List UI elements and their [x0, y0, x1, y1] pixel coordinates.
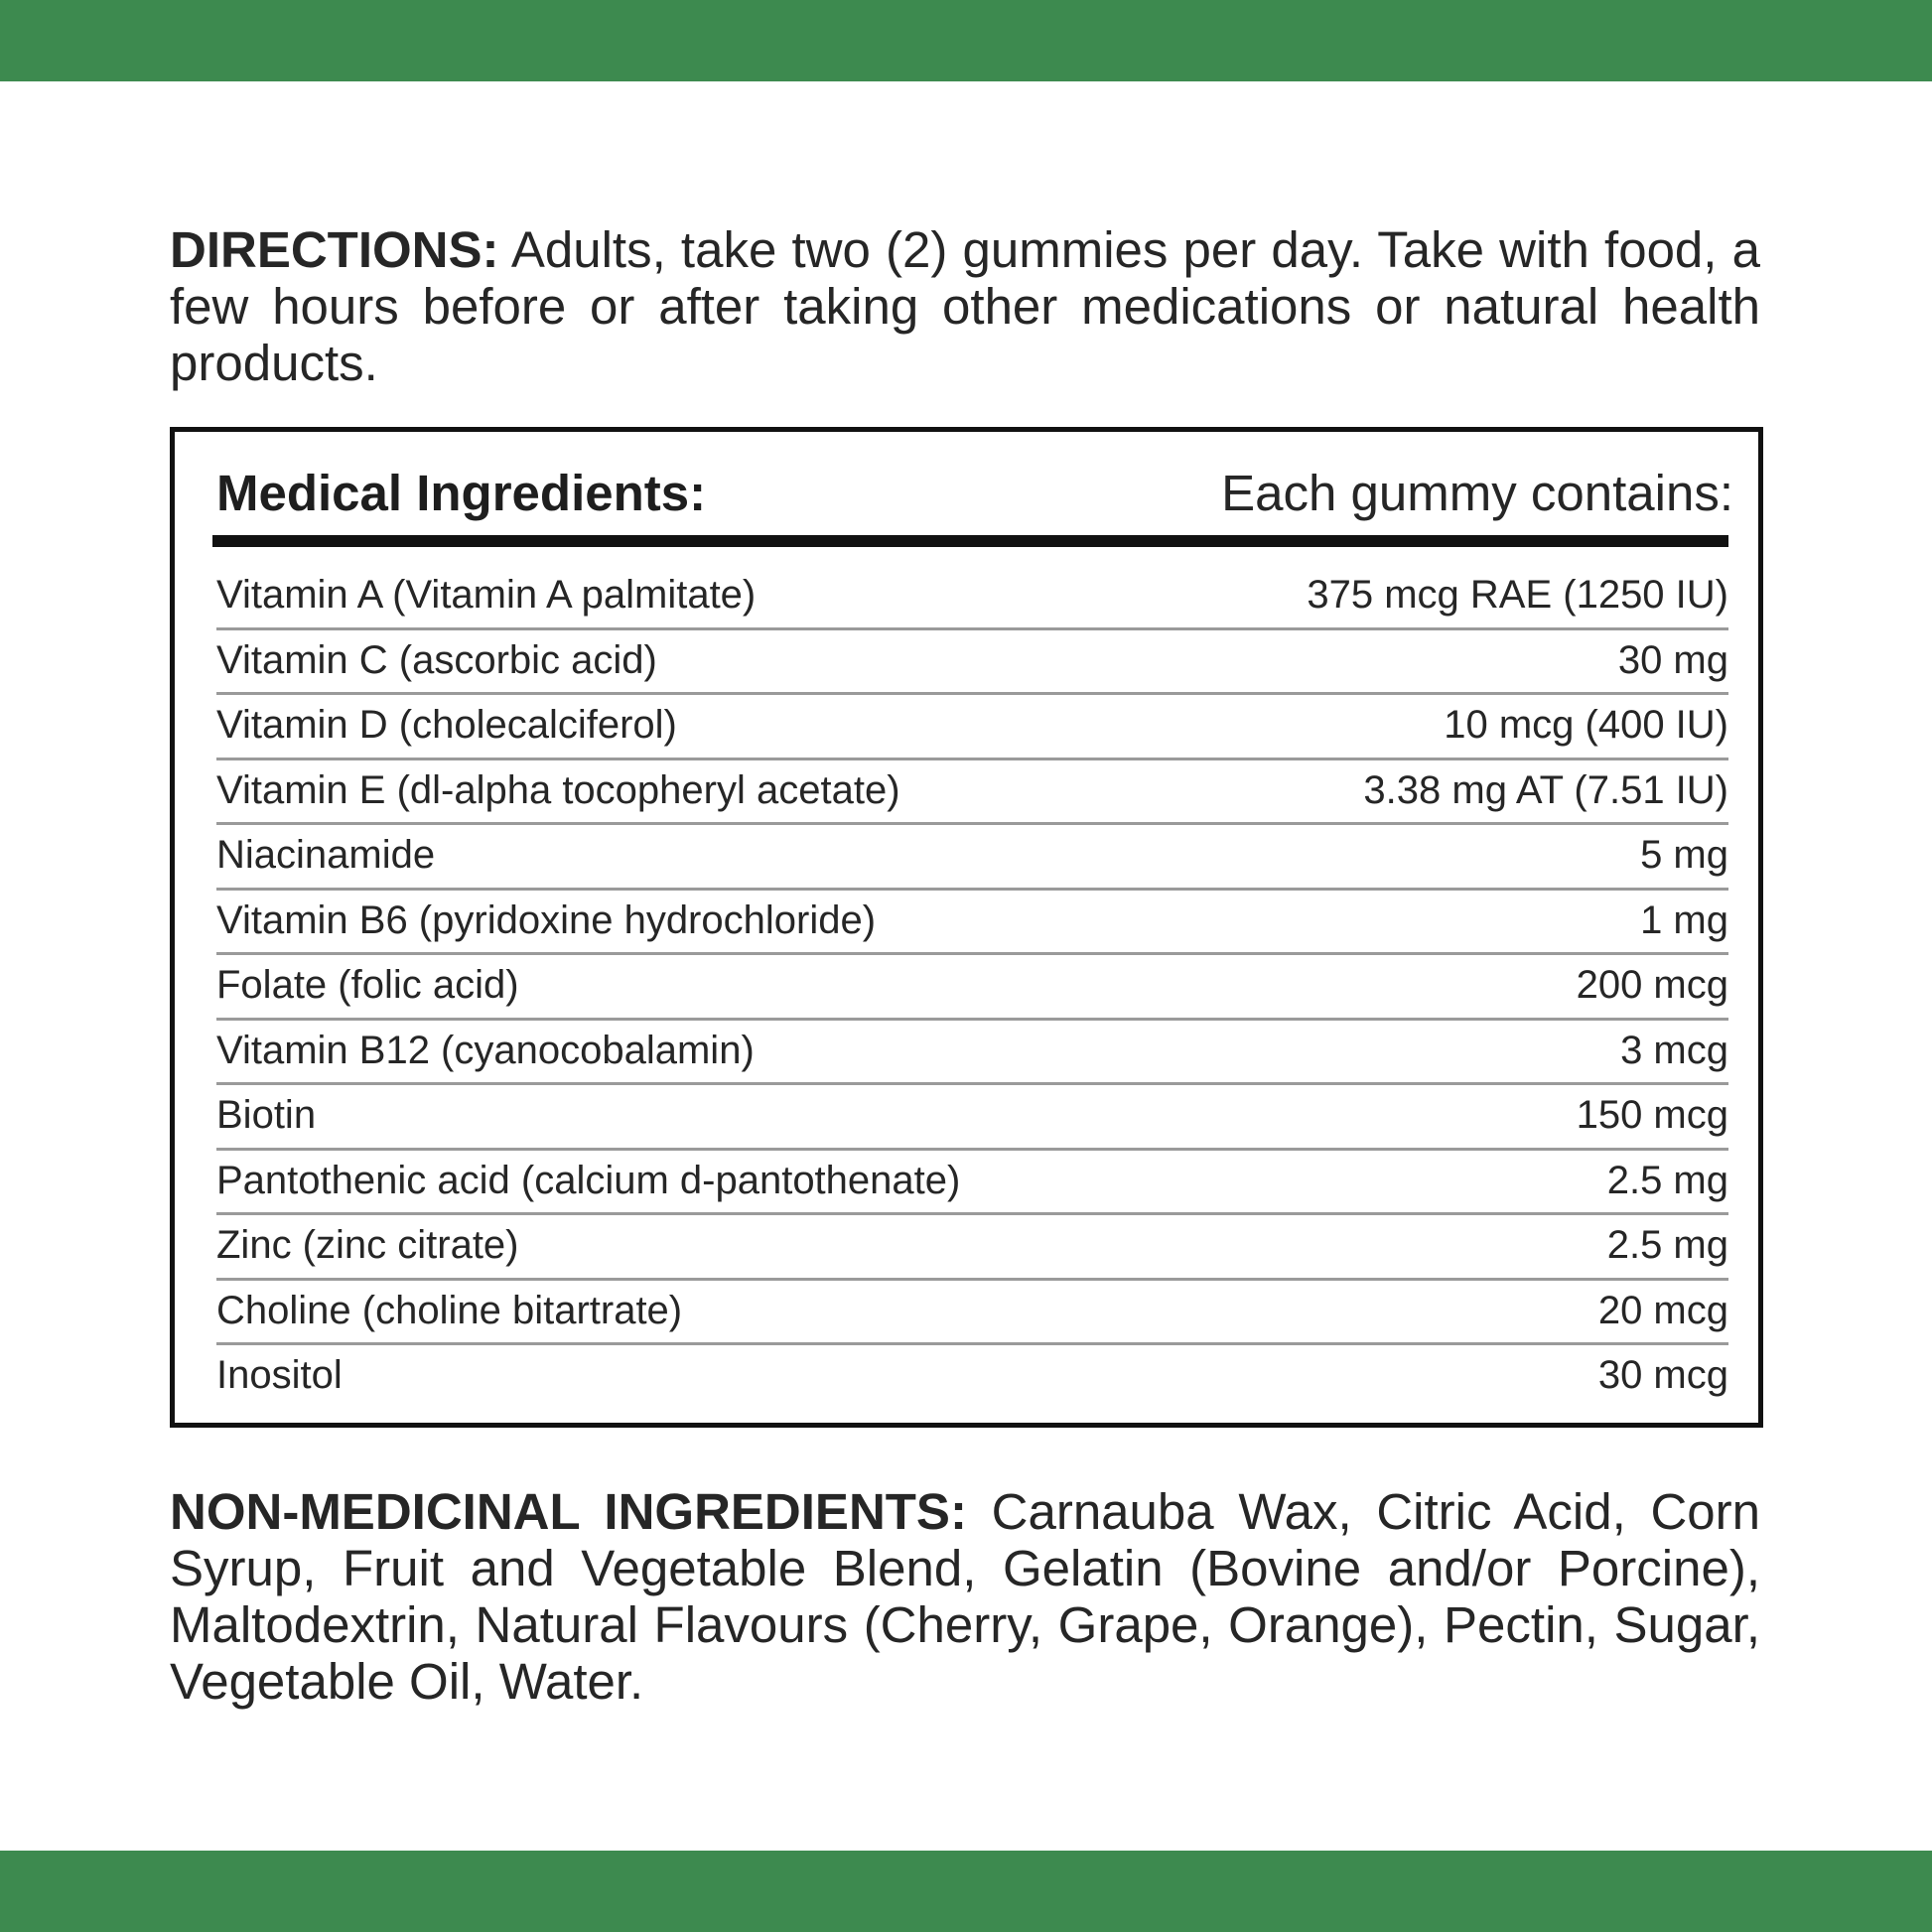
ingredient-row [216, 565, 1728, 630]
non-medicinal-paragraph [170, 1483, 1760, 1710]
ingredient-amount: 30 mg [1617, 637, 1728, 682]
ingredient-name: Folate (folic acid) [216, 963, 519, 1007]
ingredient-name: Vitamin C (ascorbic acid) [216, 637, 657, 682]
ingredient-row [216, 1215, 1728, 1281]
non-medicinal-label: NON-MEDICINAL INGREDIENTS: [170, 1483, 967, 1540]
ingredient-row [216, 760, 1728, 826]
ingredient-amount: 5 mg [1640, 833, 1728, 877]
directions-paragraph [170, 221, 1760, 391]
ingredient-amount: 30 mcg [1597, 1353, 1728, 1397]
ingredient-row [216, 1151, 1728, 1216]
panel-header [216, 459, 1733, 528]
ingredient-amount: 10 mcg (400 IU) [1444, 703, 1728, 747]
ingredient-name: Pantothenic acid (calcium d-pantothenate) [216, 1158, 961, 1202]
ingredient-row [216, 1281, 1728, 1346]
ingredient-rows [216, 565, 1728, 1411]
ingredient-name: Zinc (zinc citrate) [216, 1223, 519, 1267]
ingredient-row [216, 1085, 1728, 1151]
ingredient-name: Vitamin E (dl-alpha tocopheryl acetate) [216, 767, 900, 812]
ingredient-row [216, 630, 1728, 696]
ingredient-name: Niacinamide [216, 833, 436, 877]
ingredient-row [216, 1345, 1728, 1411]
ingredient-row [216, 825, 1728, 891]
ingredient-amount: 3 mcg [1620, 1028, 1728, 1072]
ingredient-amount: 3.38 mg AT (7.51 IU) [1363, 767, 1728, 812]
ingredient-row [216, 1021, 1728, 1086]
ingredient-name: Vitamin D (cholecalciferol) [216, 703, 677, 747]
ingredient-amount: 20 mcg [1597, 1288, 1728, 1332]
ingredient-name: Vitamin B12 (cyanocobalamin) [216, 1028, 755, 1072]
bottom-green-band [0, 1851, 1932, 1932]
ingredient-amount: 2.5 mg [1606, 1158, 1728, 1202]
ingredient-amount: 375 mcg RAE (1250 IU) [1307, 573, 1728, 617]
medical-ingredients-panel [170, 427, 1763, 1428]
ingredient-name: Biotin [216, 1093, 317, 1137]
ingredient-row [216, 955, 1728, 1021]
directions-label: DIRECTIONS: [170, 221, 499, 278]
ingredient-amount: 150 mcg [1576, 1093, 1728, 1137]
medical-ingredients-title: Medical Ingredients: [216, 465, 707, 521]
ingredient-row [216, 695, 1728, 760]
ingredient-amount: 1 mg [1640, 897, 1728, 942]
ingredient-name: Vitamin A (Vitamin A palmitate) [216, 573, 757, 617]
ingredient-name: Inositol [216, 1353, 343, 1397]
ingredient-name: Vitamin B6 (pyridoxine hydrochloride) [216, 897, 877, 942]
ingredient-row [216, 891, 1728, 956]
ingredient-name: Choline (choline bitartrate) [216, 1288, 683, 1332]
non-medicinal-text: Carnauba Wax, Citric Acid, Corn Syrup, Fruit and Vegetable Blend, Gelatin (Bovine and/or Porcine), Maltodextrin, Natural Flavours (Cherry, Grape, Orange), Pectin, Sugar, Vegetable Oil, Water. [170, 1483, 1760, 1710]
top-green-band [0, 0, 1932, 81]
ingredient-amount: 2.5 mg [1606, 1223, 1728, 1267]
ingredient-amount: 200 mcg [1576, 963, 1728, 1007]
directions-text: Adults, take two (2) gummies per day. Take with food, a few hours before or after taking other medications or natural health products. [170, 221, 1760, 391]
per-gummy-heading: Each gummy contains: [1221, 465, 1733, 521]
header-rule [212, 535, 1728, 547]
